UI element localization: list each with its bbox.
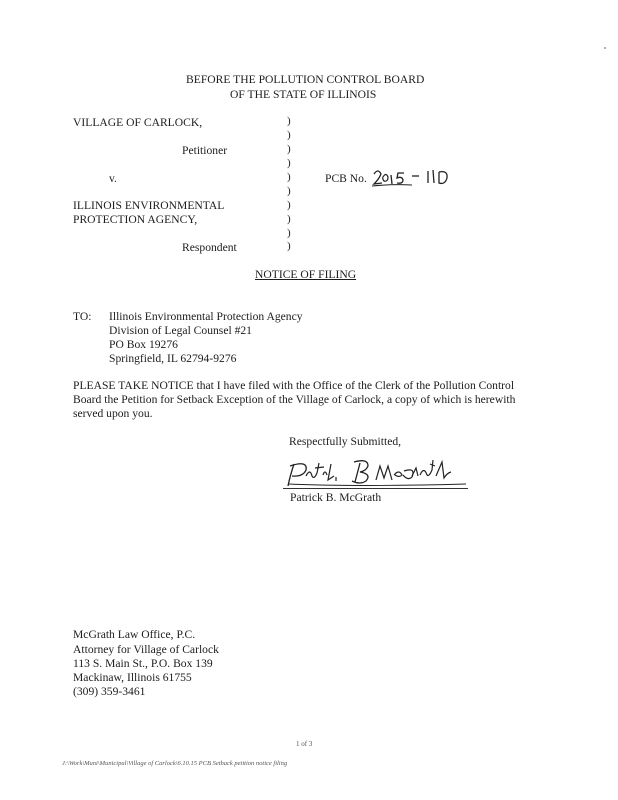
board-title-line-1: BEFORE THE POLLUTION CONTROL BOARD — [186, 73, 425, 86]
file-path-footer: J:\Work\Muni\Municipal\Village of Carlock\6.10.15 PCB Setback petition notice filing — [62, 760, 288, 767]
recipient-line-4: Springfield, IL 62794-9276 — [109, 352, 237, 365]
firm-street-address: 113 S. Main St., P.O. Box 139 — [73, 657, 213, 670]
caption-paren: ) — [287, 171, 291, 183]
notice-body-line-2: Board the Petition for Setback Exception of the Village of Carlock, a copy of which is herewith — [73, 393, 516, 406]
versus: v. — [109, 172, 117, 185]
notice-body-line-3: served upon you. — [73, 407, 153, 420]
firm-name: McGrath Law Office, P.C. — [73, 628, 196, 641]
respondent-name-line-1: ILLINOIS ENVIRONMENTAL — [73, 199, 225, 212]
caption-paren: ) — [287, 129, 291, 141]
case-number-handwritten — [370, 165, 452, 189]
scan-speck — [604, 47, 606, 49]
case-number-label: PCB No. — [325, 172, 367, 185]
page-number: 1 of 3 — [296, 740, 313, 748]
recipient-line-1: Illinois Environmental Protection Agency — [109, 310, 303, 323]
recipient-line-2: Division of Legal Counsel #21 — [109, 324, 252, 337]
caption-paren: ) — [287, 143, 291, 155]
firm-phone: (309) 359-3461 — [73, 685, 146, 698]
handwritten-signature — [284, 458, 469, 490]
caption-paren: ) — [287, 199, 291, 211]
caption-paren: ) — [287, 227, 291, 239]
firm-attorney-for: Attorney for Village of Carlock — [73, 643, 219, 656]
board-title-line-2: OF THE STATE OF ILLINOIS — [230, 88, 377, 101]
petitioner-role: Petitioner — [182, 144, 228, 157]
signature-line — [283, 488, 468, 489]
respondent-name-line-2: PROTECTION AGENCY, — [73, 213, 198, 226]
caption-paren: ) — [287, 240, 291, 252]
respondent-role: Respondent — [182, 241, 237, 254]
recipient-line-3: PO Box 19276 — [109, 338, 178, 351]
firm-city-state-zip: Mackinaw, Illinois 61755 — [73, 671, 192, 684]
petitioner-name: VILLAGE OF CARLOCK, — [73, 116, 203, 129]
closing-salutation: Respectfully Submitted, — [289, 435, 402, 448]
caption-paren: ) — [287, 157, 291, 169]
caption-paren: ) — [287, 115, 291, 127]
to-label: TO: — [73, 310, 92, 323]
notice-title: NOTICE OF FILING — [255, 268, 357, 281]
caption-paren: ) — [287, 185, 291, 197]
signatory-name: Patrick B. McGrath — [290, 491, 382, 504]
caption-paren: ) — [287, 213, 291, 225]
notice-body-line-1: PLEASE TAKE NOTICE that I have filed with the Office of the Clerk of the Pollution Control — [73, 379, 515, 392]
